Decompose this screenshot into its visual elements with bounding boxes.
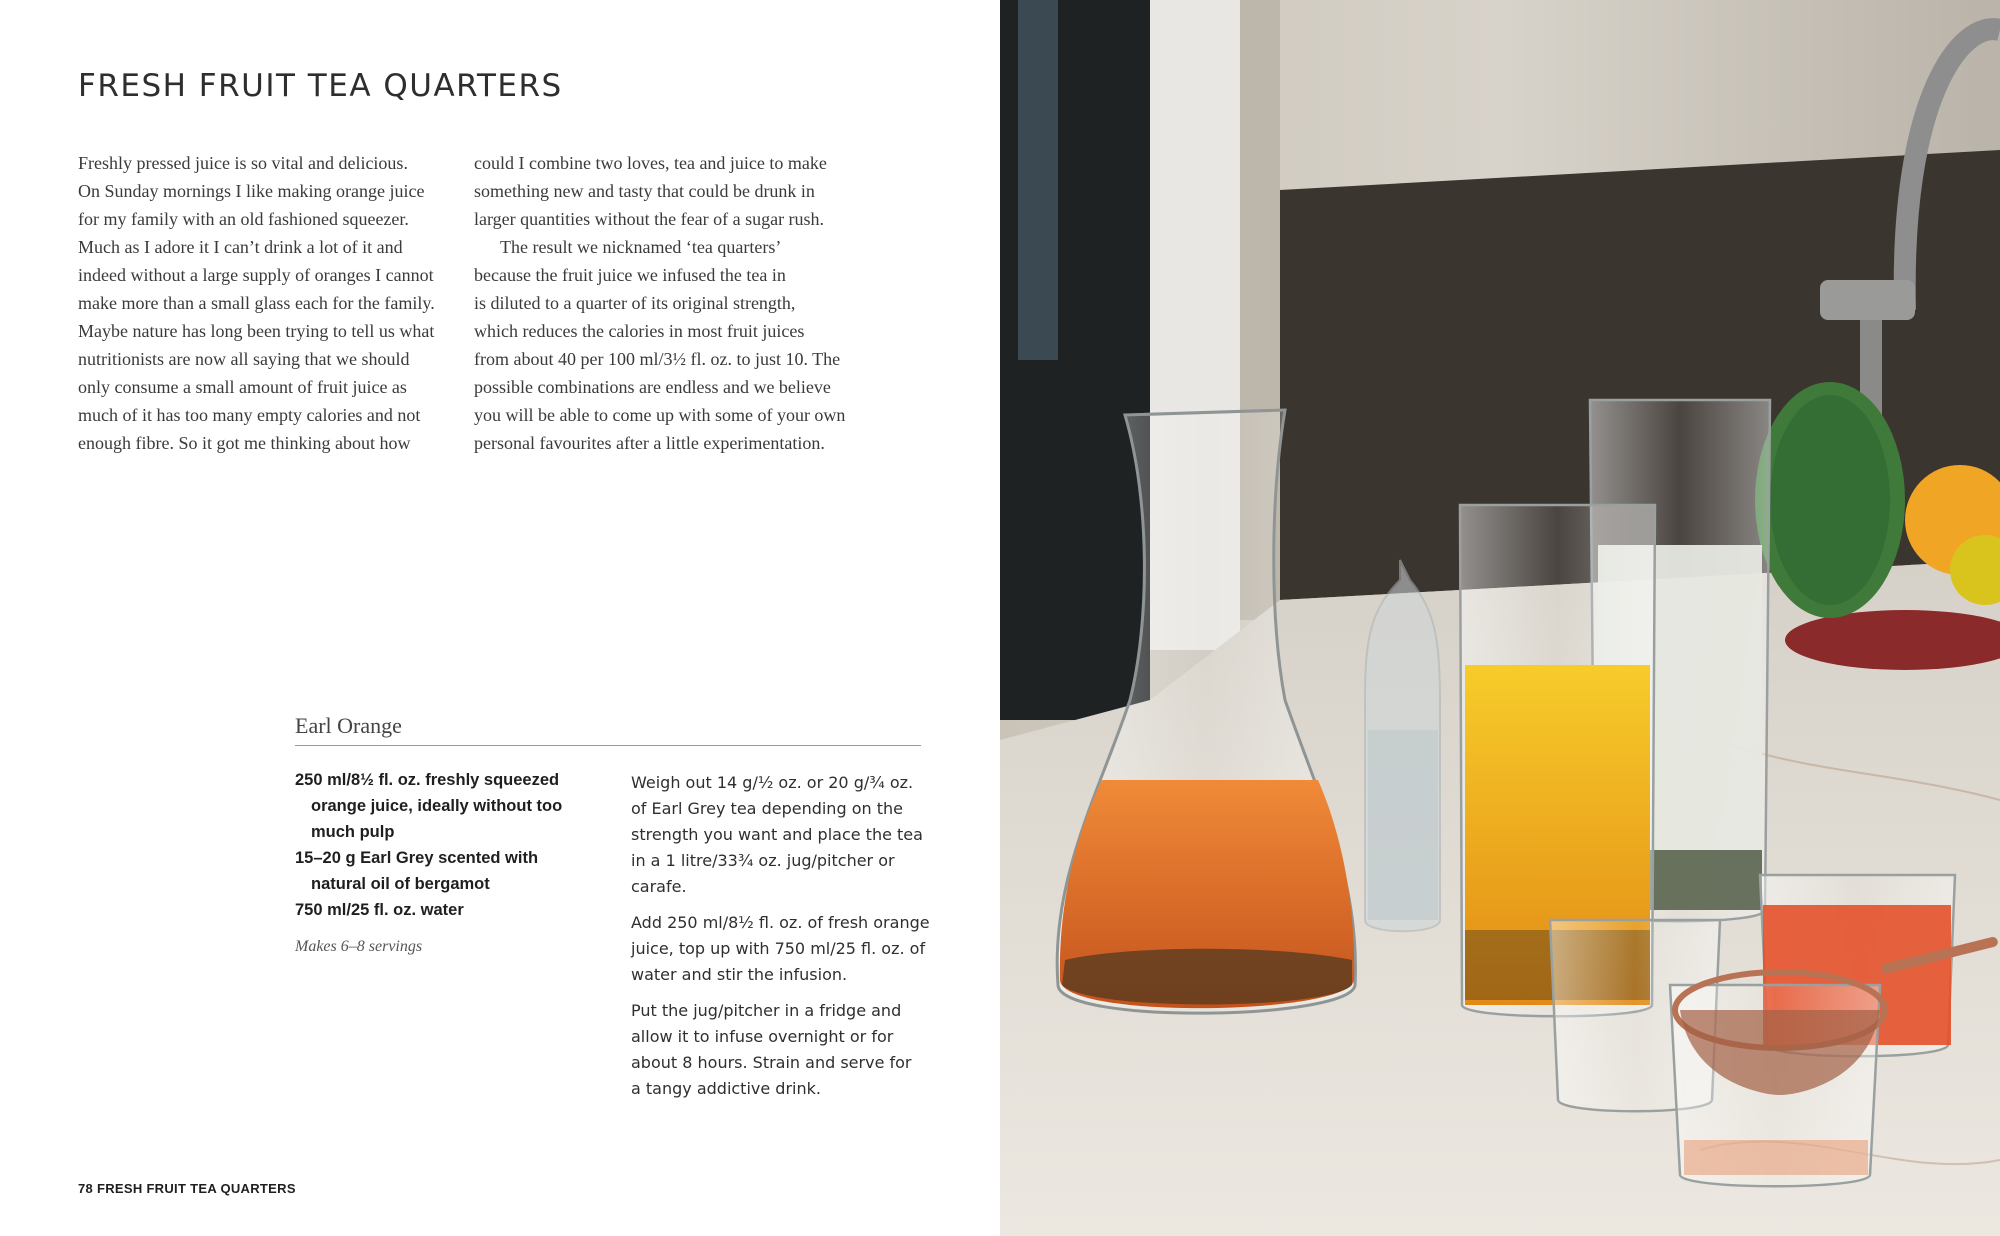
method-line: a tangy addictive drink.: [631, 1079, 821, 1098]
ingredient-line-cont: much pulp: [311, 823, 395, 841]
intro-line: The result we nicknamed ‘tea quarters’: [500, 237, 782, 257]
ingredient-line-cont: natural oil of bergamot: [311, 875, 490, 893]
intro-column-2: [474, 149, 866, 457]
ingredient-item: [295, 767, 595, 845]
intro-line: could I combine two loves, tea and juice to make: [474, 153, 827, 173]
intro-line: is diluted to a quarter of its original strength,: [474, 293, 796, 313]
ingredient-line: 750 ml/25 fl. oz. water: [295, 901, 464, 919]
intro-line: indeed without a large supply of oranges I cannot: [78, 265, 434, 285]
page-title: FRESH FRUIT TEA QUARTERS: [78, 68, 563, 104]
ingredients-list: [295, 767, 595, 923]
method-step: [631, 910, 931, 988]
method-line: about 8 hours. Strain and serve for: [631, 1053, 912, 1072]
intro-line: enough fibre. So it got me thinking about how: [78, 433, 411, 453]
intro-line: larger quantities without the fear of a sugar rush.: [474, 209, 825, 229]
intro-line: Maybe nature has long been trying to tell us what: [78, 321, 435, 341]
intro-line: nutritionists are now all saying that we should: [78, 349, 410, 369]
intro-line: which reduces the calories in most fruit juices: [474, 321, 805, 341]
page-folio: 78 FRESH FRUIT TEA QUARTERS: [78, 1181, 296, 1196]
recipe-photo: [1000, 0, 2000, 1236]
intro-line: personal favourites after a little experimentation.: [474, 433, 825, 453]
recipe-title: Earl Orange: [295, 713, 921, 746]
method-step: [631, 770, 931, 900]
method-line: of Earl Grey tea depending on the: [631, 799, 903, 818]
intro-line: for my family with an old fashioned squeezer.: [78, 209, 409, 229]
ingredient-line-cont: orange juice, ideally without too: [311, 797, 563, 815]
ingredient-line: 250 ml/8½ fl. oz. freshly squeezed: [295, 771, 560, 789]
method-line: allow it to infuse overnight or for: [631, 1027, 894, 1046]
method-line: Weigh out 14 g/½ oz. or 20 g/¾ oz.: [631, 773, 914, 792]
method-line: juice, top up with 750 ml/25 fl. oz. of: [631, 939, 926, 958]
method-line: Put the jug/pitcher in a fridge and: [631, 1001, 902, 1020]
intro-line: much of it has too many empty calories and not: [78, 405, 421, 425]
method-line: carafe.: [631, 877, 687, 896]
servings-note: Makes 6–8 servings: [295, 938, 423, 955]
ingredient-item: [295, 897, 595, 923]
intro-line: On Sunday mornings I like making orange juice: [78, 181, 425, 201]
intro-line: from about 40 per 100 ml/3½ fl. oz. to just 10. The: [474, 349, 841, 369]
intro-line: Freshly pressed juice is so vital and delicious.: [78, 153, 408, 173]
method-line: Add 250 ml/8½ fl. oz. of fresh orange: [631, 913, 930, 932]
intro-line: because the fruit juice we infused the tea in: [474, 265, 786, 285]
ingredient-line: 15–20 g Earl Grey scented with: [295, 849, 539, 867]
method-line: in a 1 litre/33¾ oz. jug/pitcher or: [631, 851, 895, 870]
intro-line: possible combinations are endless and we believe: [474, 377, 831, 397]
method-step: [631, 998, 931, 1102]
intro-line: you will be able to come up with some of your own: [474, 405, 846, 425]
method-line: strength you want and place the tea: [631, 825, 923, 844]
intro-line: something new and tasty that could be drunk in: [474, 181, 815, 201]
method-line: water and stir the infusion.: [631, 965, 848, 984]
intro-line: make more than a small glass each for the family.: [78, 293, 435, 313]
photo-illustration: [1000, 0, 2000, 1236]
ingredient-item: [295, 845, 595, 897]
method-steps: [631, 770, 931, 1112]
intro-line: Much as I adore it I can’t drink a lot of it and: [78, 237, 403, 257]
intro-line: only consume a small amount of fruit juice as: [78, 377, 407, 397]
intro-column-1: [78, 149, 470, 457]
